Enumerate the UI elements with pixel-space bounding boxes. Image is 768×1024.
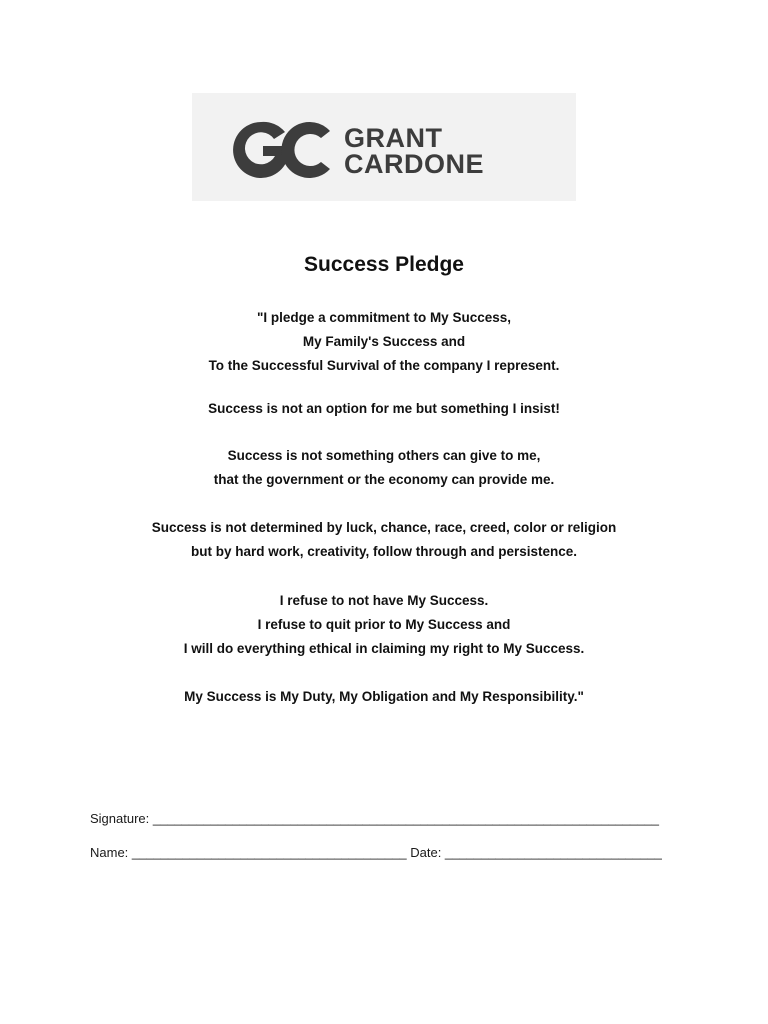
name-date-field[interactable]: Name: ______________________________________ Date: ______________________________ <box>90 845 662 860</box>
pledge-line: I will do everything ethical in claiming my right to My Success. <box>183 641 585 656</box>
gc-logo-icon <box>230 119 332 181</box>
page-title: Success Pledge <box>304 253 464 276</box>
pledge-line: My Family's Success and <box>302 334 466 349</box>
pledge-line: Success is not an option for me but something I insist! <box>208 401 560 416</box>
logo-text-grant: GRANT <box>344 123 443 153</box>
pledge-line: To the Successful Survival of the company I represent. <box>208 358 560 373</box>
logo-text-cardone: CARDONE <box>344 149 485 179</box>
pledge-line: Success is not something others can give to me, <box>227 448 541 463</box>
pledge-line: I refuse to quit prior to My Success and <box>257 617 511 632</box>
pledge-line: My Success is My Duty, My Obligation and My Responsibility." <box>184 689 584 704</box>
pledge-line: I refuse to not have My Success. <box>279 593 489 608</box>
pledge-line: but by hard work, creativity, follow through and persistence. <box>190 544 578 559</box>
pledge-line: Success is not determined by luck, chance, race, creed, color or religion <box>151 520 617 535</box>
signature-field[interactable]: Signature: ______________________________________________________________________ <box>90 811 659 826</box>
pledge-line: "I pledge a commitment to My Success, <box>257 310 511 325</box>
logo-banner <box>192 93 576 201</box>
pledge-line: that the government or the economy can provide me. <box>213 472 555 487</box>
